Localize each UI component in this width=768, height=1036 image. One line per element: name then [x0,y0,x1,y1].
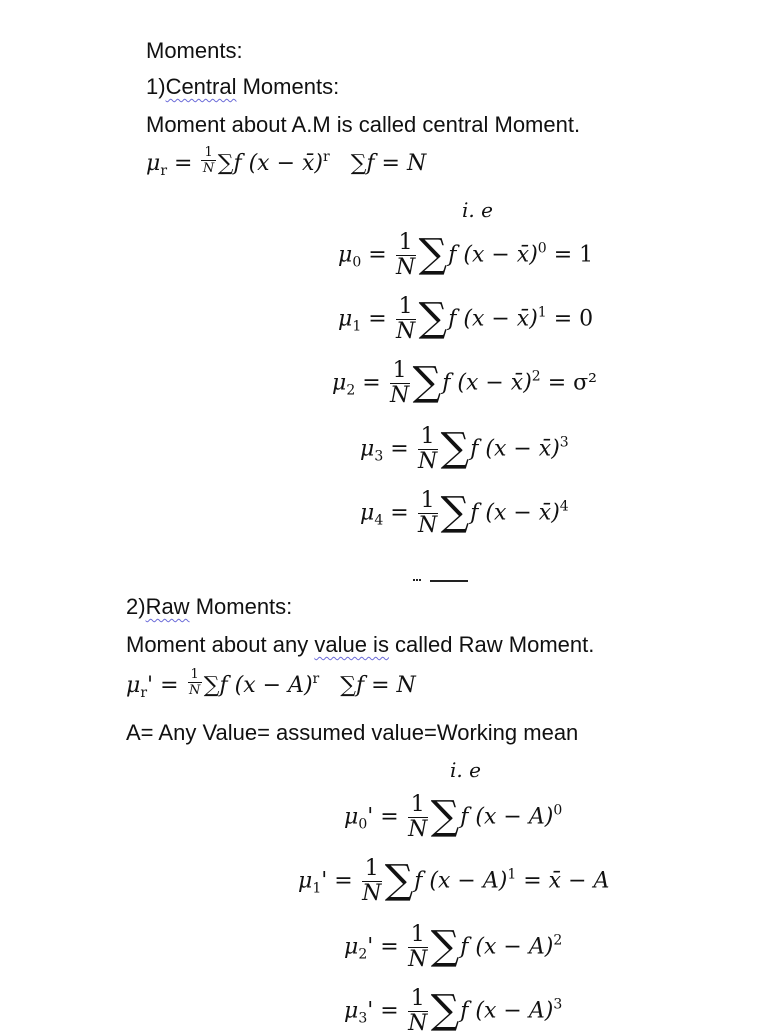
central-moment-4: $\mu_4$ = $\frac{1}{N}$ ∑f (x − x̄)$^4$ [360,488,569,538]
raw-moment-definition: Moment about any value is called Raw Moment. [126,632,595,657]
raw-moment-2: $\mu_2'$ = $\frac{1}{N}$ ∑f $(x - A)^2$ [344,922,563,972]
central-moment-general-formula: $\mu_r$ = $\frac{1}{N}$ ∑f (x − x̄)$^r$ ∑f = N [146,145,427,179]
central-moment-2: $\mu_2$ = $\frac{1}{N}$ ∑f (x − x̄)$^2$ = σ² [332,358,597,408]
raw-moment-3: $\mu_3'$ = $\frac{1}{N}$ ∑f $(x - A)^3$ [344,986,563,1036]
central-moments-suffix: Moments: [236,74,340,99]
raw-moments-prefix: 2) [126,594,146,619]
central-moment-1: $\mu_1$ = $\frac{1}{N}$ ∑f (x − x̄)$^1$ = 0 [338,294,594,344]
raw-moments-suffix: Moments: [189,594,293,619]
formula-power: r [323,149,330,165]
fraction: $\frac{1}{N}$ [202,145,215,176]
raw-moment-0: $\mu_0'$ = $\frac{1}{N}$ ∑f $(x - A)^0$ [344,792,563,842]
ie-label: i. e [462,198,493,222]
moments-heading: Moments: [146,38,243,63]
raw-moment-general-formula: $\mu_r'$ = $\frac{1}{N}$ ∑f $(x - A)^r$ ∑f = N [126,667,416,701]
central-moments-prefix: 1) [146,74,166,99]
raw-moments-title [126,596,292,618]
raw-word: Raw [145,594,190,619]
mu-subscript: r [160,163,168,179]
assumed-value-note: A= Any Value= assumed value=Working mean [126,720,579,745]
central-moment-definition: Moment about A.M is called central Moment. [146,112,581,137]
cropped-line-fragment [430,580,468,582]
central-word: Central [165,74,237,99]
central-moments-title [146,76,339,98]
central-moment-0: $\mu_0$ = $\frac{1}{N}$ ∑f (x − x̄)$^0$ = 1 [338,230,594,280]
value-is-squiggle: value is [314,632,389,657]
cropped-dots-fragment [413,579,421,583]
formula-body: f (x − x̄) [233,151,323,176]
ie-label-2: i. e [450,758,481,782]
sum-f-equals-n: f = N [366,151,427,176]
raw-moment-1: $\mu_1'$ = $\frac{1}{N}$ ∑f $(x - A)^1$ = x̄ − A [298,856,610,906]
mu-symbol: μ [146,151,161,176]
central-moment-3: $\mu_3$ = $\frac{1}{N}$ ∑f (x − x̄)$^3$ [360,424,569,474]
